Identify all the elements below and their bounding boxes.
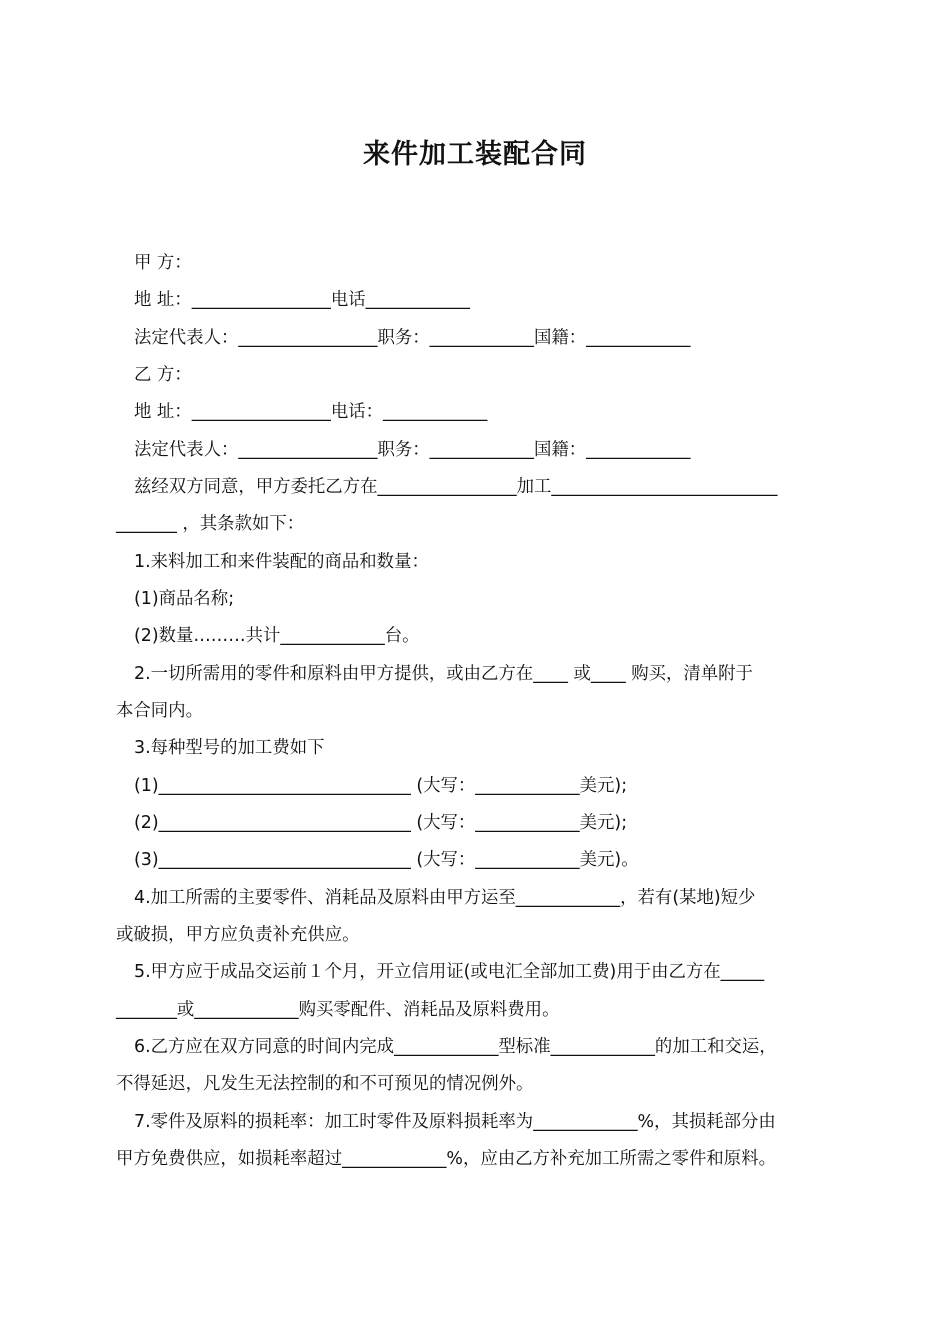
party-a-label: 甲 方： bbox=[134, 253, 192, 273]
party-b-representative: 法定代表人：________________职务：____________国籍：____________ bbox=[134, 440, 691, 460]
clause-1-heading: 1.来料加工和来件装配的商品和数量： bbox=[134, 552, 429, 572]
party-b-label: 乙 方： bbox=[134, 365, 192, 385]
clause-6-line: 不得延迟，凡发生无法控制的和不可预见的情况例外。 bbox=[116, 1074, 534, 1094]
clause-3-heading: 3.每种型号的加工费如下 bbox=[134, 738, 325, 758]
clause-1-item: (2)数量………共计____________台。 bbox=[134, 626, 420, 646]
clause-3-item: (3)_____________________________ (大写：____________美元)。 bbox=[134, 850, 639, 870]
clause-3-item: (2)_____________________________ (大写：____________美元); bbox=[134, 813, 628, 833]
clause-2-line: 本合同内。 bbox=[116, 701, 203, 721]
clause-4-line: 4.加工所需的主要零件、消耗品及原料由甲方运至____________，若有(某地)短少 bbox=[134, 888, 756, 908]
clause-6-line: 6.乙方应在双方同意的时间内完成____________型标准____________的加工和交运， bbox=[134, 1037, 777, 1057]
clause-1-item: (1)商品名称; bbox=[134, 589, 235, 609]
clause-5-line: _______或____________购买零配件、消耗品及原料费用。 bbox=[116, 1000, 560, 1020]
clause-4-line: 或破损，甲方应负责补充供应。 bbox=[116, 925, 360, 945]
party-a-representative: 法定代表人：________________职务：____________国籍：____________ bbox=[134, 328, 691, 348]
intro-paragraph-line: _______ ，其条款如下： bbox=[116, 514, 305, 534]
intro-paragraph-line: 兹经双方同意，甲方委托乙方在________________加工__________________________ bbox=[134, 477, 778, 497]
clause-2-line: 2.一切所需用的零件和原料由甲方提供，或由乙方在____ 或____ 购买，清单附于 bbox=[134, 664, 753, 684]
contract-title: 来件加工装配合同 bbox=[363, 139, 587, 170]
clause-3-item: (1)_____________________________ (大写：____________美元); bbox=[134, 776, 628, 796]
clause-7-line: 甲方免费供应，如损耗率超过____________%，应由乙方补充加工所需之零件和原料。 bbox=[116, 1149, 776, 1169]
party-a-address: 地 址：________________电话____________ bbox=[134, 290, 470, 310]
party-b-address: 地 址：________________电话：____________ bbox=[134, 402, 488, 422]
clause-5-line: 5.甲方应于成品交运前１个月，开立信用证(或电汇全部加工费)用于由乙方在_____ bbox=[134, 962, 765, 982]
clause-7-line: 7.零件及原料的损耗率：加工时零件及原料损耗率为____________%，其损耗部分由 bbox=[134, 1112, 776, 1132]
